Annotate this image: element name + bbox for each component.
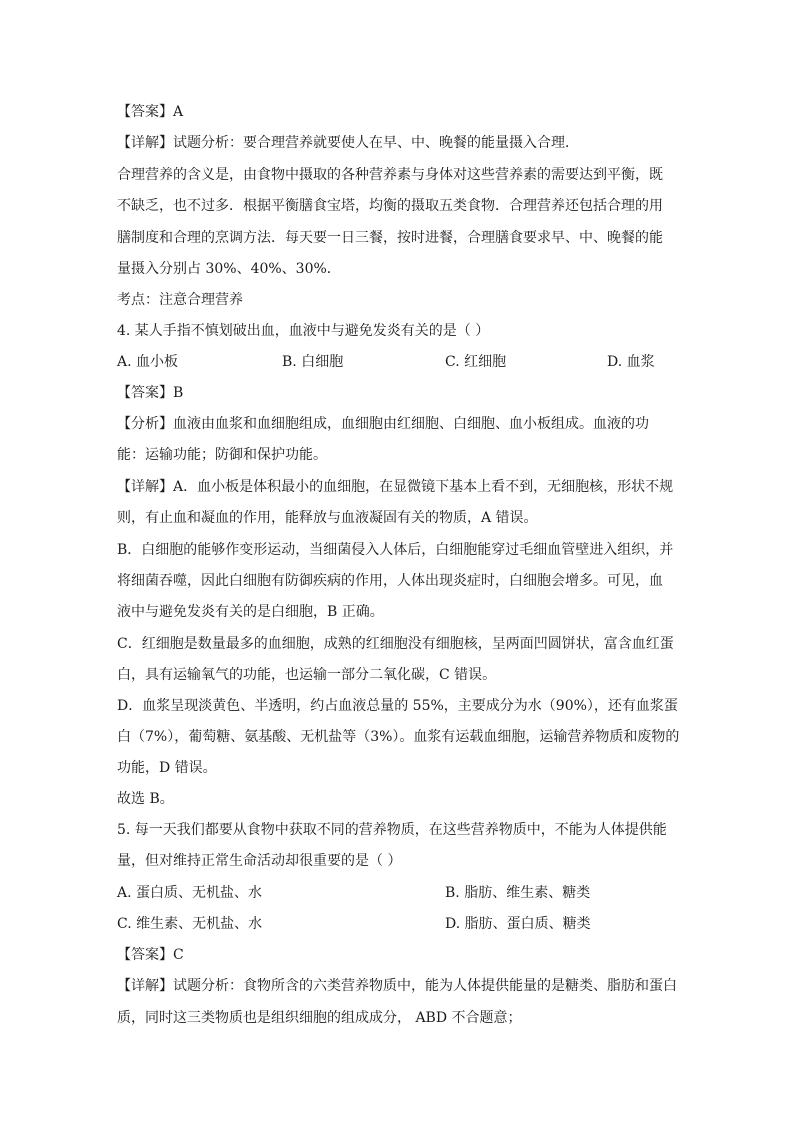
q5-option-a: A. 蛋白质、无机盐、水: [117, 885, 263, 901]
q5-option-d: D. 脂肪、蛋白质、糖类: [445, 916, 591, 932]
explanation-line: 功能，D 错误。: [117, 760, 217, 776]
explanation-line: 【详解】A．血小板是体积最小的血细胞，在显微镜下基本上看不到，无细胞核，形状不规: [117, 479, 674, 495]
explanation-line: C．红细胞是数量最多的血细胞，成熟的红细胞没有细胞核，呈两面凹圆饼状，富含血红蛋: [117, 636, 674, 652]
q4-option-b: B. 白细胞: [282, 354, 344, 370]
key-point: 考点：注意合理营养: [117, 292, 243, 308]
q5-option-c: C. 维生素、无机盐、水: [117, 916, 263, 932]
answer-label: 【答案】C: [117, 947, 184, 963]
explanation-line: D．血浆呈现淡黄色、半透明，约占血液总量的 55%，主要成分为水（90%），还有血浆蛋: [117, 698, 678, 714]
explanation-line: 则，有止血和凝血的作用，能释放与血液凝固有关的物质，A 错误。: [117, 510, 538, 526]
explanation-line: 膳制度和合理的烹调方法．每天要一日三餐，按时进餐，合理膳食要求早、中、晚餐的能: [117, 230, 663, 246]
analysis-line: 【分析】血液由血浆和血细胞组成，血细胞由红细胞、白细胞、血小板组成。血液的功: [117, 416, 649, 432]
explanation-line: 【详解】试题分析：食物所含的六类营养物质中，能为人体提供能量的是糖类、脂肪和蛋白: [117, 978, 677, 994]
question-4: 4. 某人手指不慎划破出血，血液中与避免发炎有关的是（ ）: [117, 323, 490, 339]
analysis-line: 能：运输功能；防御和保护功能。: [117, 447, 327, 463]
explanation-line: 【详解】试题分析：要合理营养就要使人在早、中、晚餐的能量摄入合理．: [117, 135, 579, 151]
conclusion-line: 故选 B。: [117, 791, 174, 807]
q5-option-b: B. 脂肪、维生素、糖类: [445, 885, 591, 901]
explanation-line: 白，具有运输氧气的功能，也运输一部分二氧化碳，C 错误。: [117, 667, 497, 683]
q4-option-d: D. 血浆: [607, 354, 655, 370]
explanation-line: 质，同时这三类物质也是组织细胞的组成成分， ABD 不合题意；: [117, 1010, 522, 1026]
answer-label: 【答案】A: [117, 104, 184, 120]
explanation-line: B．白细胞的能够作变形运动，当细菌侵入人体后，白细胞能穿过毛细血管壁进入组织，并: [117, 542, 674, 558]
question-5: 5. 每一天我们都要从食物中获取不同的营养物质，在这些营养物质中，不能为人体提供能: [117, 822, 667, 838]
explanation-line: 不缺乏，也不过多．根据平衡膳食宝塔，均衡的摄取五类食物．合理营养还包括合理的用: [117, 198, 663, 214]
answer-label: 【答案】B: [117, 385, 184, 401]
explanation-line: 量摄入分别占 30%、40%、30%．: [117, 261, 341, 277]
q4-option-c: C. 红细胞: [445, 354, 507, 370]
explanation-line: 合理营养的含义是，由食物中摄取的各种营养素与身体对这些营养素的需要达到平衡，既: [117, 167, 663, 183]
question-5: 量，但对维持正常生命活动却很重要的是（ ）: [117, 853, 402, 869]
explanation-line: 将细菌吞噬，因此白细胞有防御疾病的作用，人体出现炎症时，白细胞会增多。可见，血: [117, 573, 663, 589]
explanation-line: 白（7%），葡萄糖、氨基酸、无机盐等（3%）。血浆有运载血细胞，运输营养物质和废物的: [117, 729, 680, 745]
q4-option-a: A. 血小板: [117, 354, 179, 370]
explanation-line: 液中与避免发炎有关的是白细胞，B 正确。: [117, 604, 384, 620]
